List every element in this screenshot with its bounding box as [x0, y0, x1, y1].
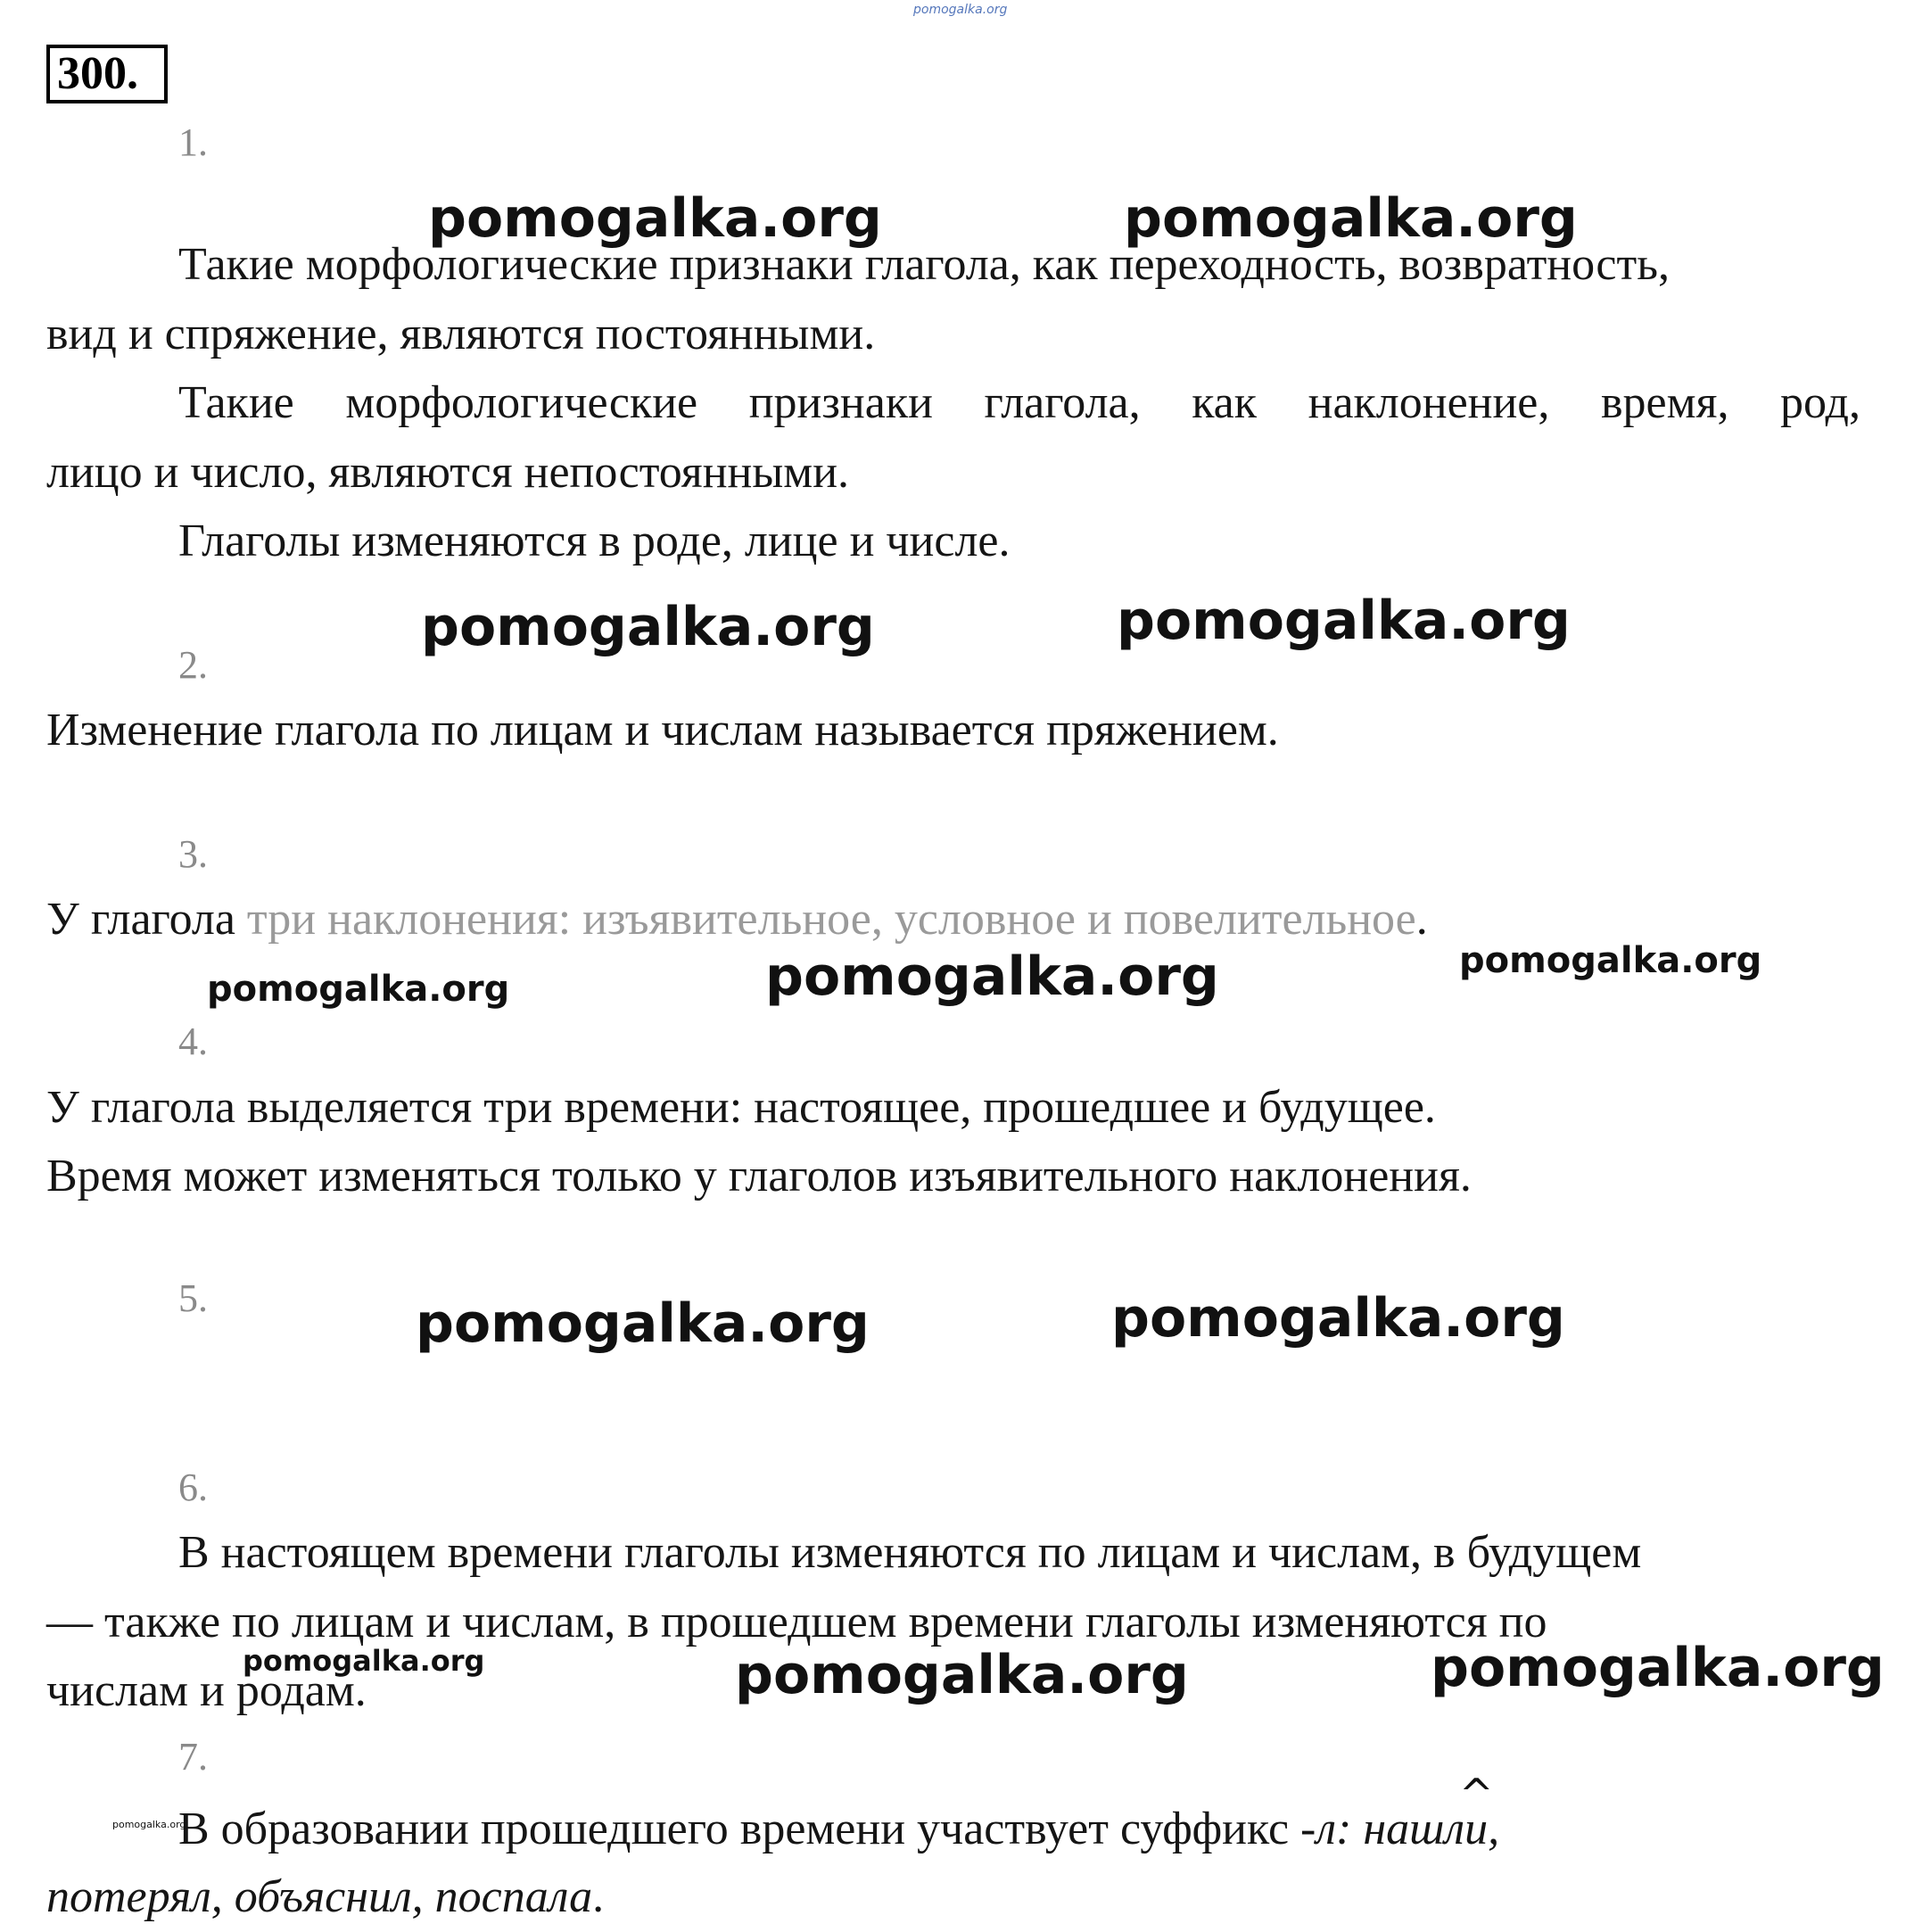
section-3-line1-faded: три наклонения: изъявительное, условное и повелительное	[246, 894, 1416, 945]
section-7-line1-examples: л: нашли,	[1316, 1804, 1500, 1854]
watermark: pomogalka.org	[428, 187, 882, 250]
watermark: pomogalka.org	[416, 1292, 870, 1355]
watermark: pomogalka.org	[112, 1819, 186, 1830]
section-1-para1-line1: Такие морфологические признаки глагола, как переходность, возвратность,	[178, 239, 1670, 290]
watermark: pomogalka.org	[1111, 1287, 1565, 1350]
section-3-line1	[46, 885, 1428, 954]
section-4-number: 4.	[178, 1020, 208, 1063]
watermark: pomogalka.org	[207, 969, 510, 1010]
section-1-para3: Глаголы изменяются в роде, лице и числе.	[178, 516, 1011, 566]
top-watermark: pomogalka.org	[913, 3, 1008, 17]
section-1-para1-line2: вид и спряжение, являются постоянными.	[46, 309, 876, 359]
caret-mark: ^	[1459, 1770, 1494, 1818]
section-6-line3: числам и родам.	[46, 1665, 367, 1716]
watermark: pomogalka.org	[765, 945, 1219, 1008]
section-6-line1: В настоящем времени глаголы изменяются по лицам и числам, в будущем	[178, 1527, 1642, 1578]
section-1-para2-line2: лицо и число, являются непостоянными.	[46, 447, 850, 498]
watermark: pomogalka.org	[735, 1644, 1189, 1706]
section-3-line1-end: .	[1415, 894, 1428, 945]
section-1-para2-line1: Такие морфологические признаки глагола, как наклонение, время, род,	[178, 377, 1860, 428]
section-1-number: 1.	[178, 120, 208, 164]
watermark: pomogalka.org	[1117, 590, 1571, 652]
section-7-line1	[178, 1795, 1499, 1864]
section-4-line2: Время может изменяться только у глаголов изъявительного наклонения.	[46, 1151, 1472, 1201]
section-6-number: 6.	[178, 1466, 208, 1509]
section-7-number: 7.	[178, 1735, 208, 1779]
watermark: pomogalka.org	[1124, 187, 1578, 250]
section-3-number: 3.	[178, 832, 208, 876]
section-7-line2	[46, 1862, 604, 1932]
section-5-number: 5.	[178, 1276, 208, 1320]
section-4-line1: У глагола выделяется три времени: настоящее, прошедшее и будущее.	[46, 1082, 1436, 1133]
section-7-line2-end: .	[592, 1871, 605, 1922]
exercise-number: 300.	[57, 48, 138, 99]
section-7-line1-text: В образовании прошедшего времени участвует суффикс -	[178, 1804, 1316, 1854]
watermark: pomogalka.org	[421, 596, 875, 658]
watermark: pomogalka.org	[243, 1644, 485, 1678]
section-7-line2-examples: потерял, объяснил, поспала	[46, 1871, 593, 1922]
watermark: pomogalka.org	[1431, 1637, 1885, 1699]
section-6-line2: — также по лицам и числам, в прошедшем времени глаголы изменяются по	[46, 1597, 1547, 1647]
section-2-line1: Изменение глагола по лицам и числам называется пряжением.	[46, 705, 1279, 755]
watermark: pomogalka.org	[1459, 940, 1762, 981]
section-2-number: 2.	[178, 643, 208, 687]
section-3-line1-start: У глагола	[46, 894, 247, 945]
